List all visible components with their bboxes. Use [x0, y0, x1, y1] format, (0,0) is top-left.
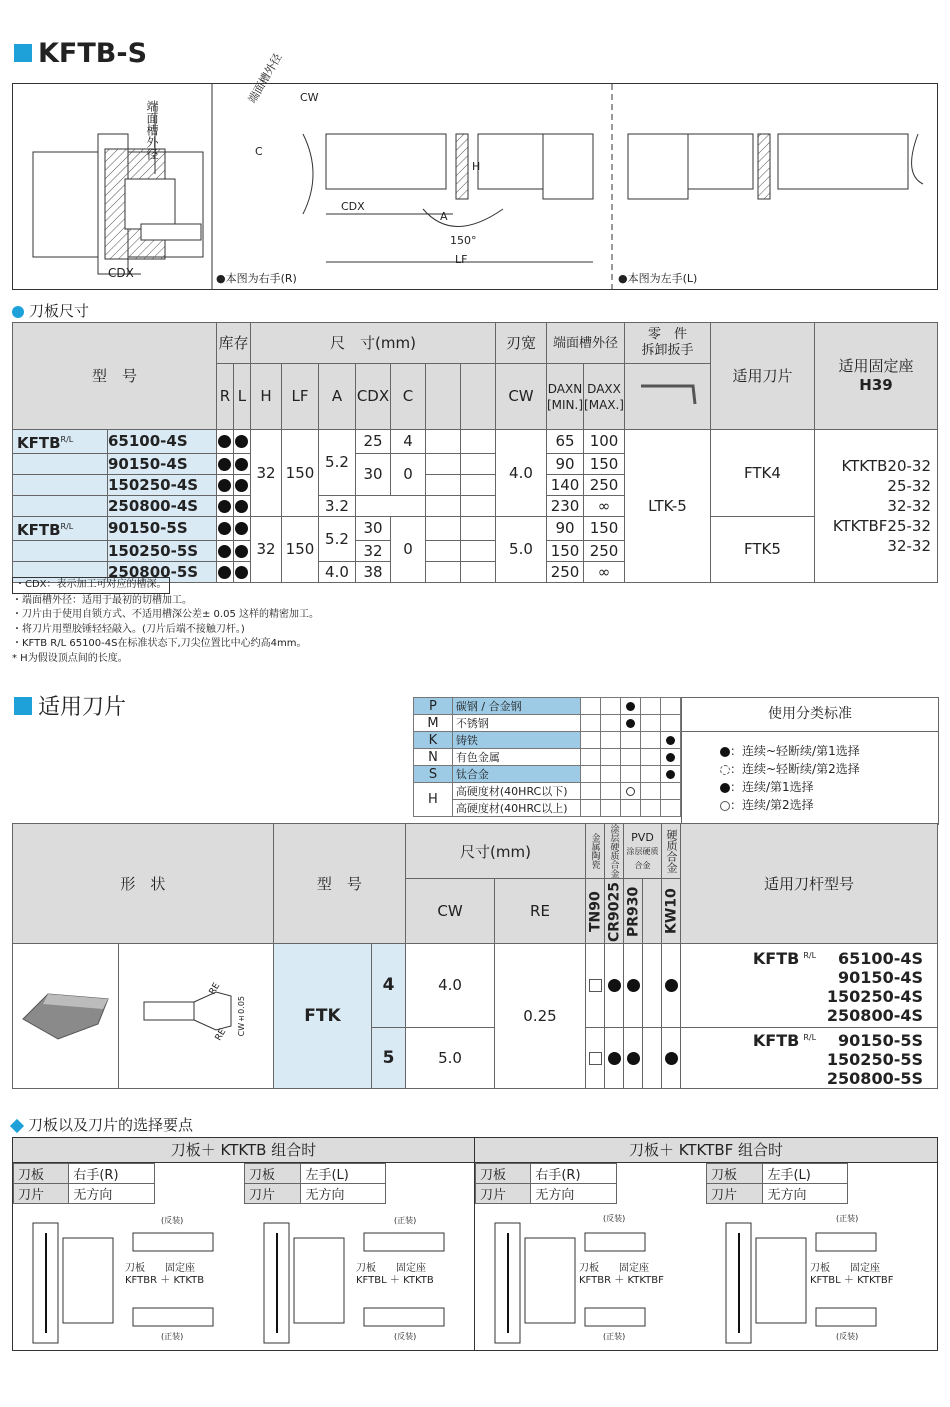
col-parts: 零 件 拆卸扳手 [625, 323, 711, 364]
col-size: 尺 寸(mm) [250, 323, 495, 364]
col-width: 刃宽 [495, 323, 546, 364]
diag-left-cdx: CDX [108, 266, 134, 280]
page-title: KFTB-S [38, 38, 148, 69]
insert-drawing: RE RE CW±0.05 [119, 944, 274, 1089]
diag-cdx: CDX [341, 200, 365, 213]
table-row: 250800-5S 4.0 38 250 ∞ [13, 562, 938, 583]
material-row: M 不锈钢 [414, 715, 681, 732]
circle-icon [720, 801, 730, 811]
col-stock: 库存 [216, 323, 250, 364]
material-row: N 有色金属 [414, 749, 681, 766]
diag-left-dia: 端面槽外径 [145, 100, 159, 160]
notes: ・CDX：表示加工可对应的槽深。 ・端面槽外径：适用于最初的切槽加工。 ・刀片由于使用自锁方式、不适用槽深公差± 0.05 这样的精密加工。 ・将刀片用塑胶锤轻轻敲入。(刀片后端不接触刀杆。) ・KFTB R/L 65100-4S在标准状态下,刀尖位置比中心约高4mm。 * H为假设顶点间的长度。 [12, 579, 320, 664]
materials-table [413, 697, 681, 817]
checkbox-icon [589, 979, 602, 992]
wrench-icon [633, 374, 703, 414]
inserts-table: 形 状 型 号 尺寸(mm) 金属陶瓷 涂层硬质合金 PVD 涂层硬质合金 硬质合金 适用刀杆型号 CW RE TN90 CR9025 PR930 KW10 RE RE CW±0.05 FTK 4 4.0 0.25 KFTB $^{R/L}$ 65100-4S 90150-4S 150250-4S 250800-4S 5 5.0 KFTB $^{R/L}$ 90150-5S 150250-5S 250800-5S [12, 823, 938, 1089]
section-marker [14, 697, 32, 715]
diag-deg: 150° [450, 234, 477, 247]
diag-mid-dia: 端面槽外径 [245, 51, 285, 106]
table-row: 150250-4S 140 250 [13, 475, 938, 496]
blade-size-table [12, 322, 938, 583]
table-row: 90150-4S 30 0 90 150 [13, 454, 938, 475]
diag-cw: CW [300, 91, 319, 104]
combo-title-2: 刀板＋ KTKTBF 组合时 [475, 1138, 937, 1163]
diag-note-r: ●本图为右手(R) [216, 272, 297, 285]
diag-h: H [472, 160, 481, 173]
col-model: 型 号 [13, 323, 217, 430]
diag-c: C [255, 145, 263, 158]
material-row: H 高硬度材(40HRC以下) [414, 783, 681, 800]
col-insert: 适用刀片 [711, 323, 815, 430]
table-row: 150250-5S 32 150 250 [13, 541, 938, 562]
section-selection: 刀板以及刀片的选择要点 [12, 1114, 193, 1135]
stock-dot [218, 435, 231, 448]
bullet-icon [12, 306, 24, 318]
col-groove: 端面槽外径 [546, 323, 624, 364]
dot-outline-icon [720, 765, 730, 775]
diag-note-l: ●本图为左手(L) [618, 272, 698, 285]
material-row: K 铸铁 [414, 732, 681, 749]
section-blade-size: 刀板尺寸 [12, 300, 89, 321]
title-marker [14, 44, 32, 62]
material-row: 高硬度材(40HRC以上) [414, 800, 681, 817]
legend-box: 使用分类标准 ：连续~轻断续/第1选择 ：连续~轻断续/第2选择 ：连续/第1选择 ：连续/第2选择 [681, 697, 939, 825]
combo-title-1: 刀板＋ KTKTB 组合时 [13, 1138, 474, 1163]
dot-icon [720, 783, 730, 793]
material-row: P 碳钢 / 合金钢 [414, 698, 681, 715]
dot-icon [720, 747, 730, 757]
table-row: $KFTB^{R/L}$ 90150-5S 32 150 5.2 30 0 5.0 90 150 FTK5 [13, 517, 938, 541]
insert-photo [13, 944, 119, 1089]
combo-box [12, 1137, 938, 1351]
combo-panel-3: 刀板 右手(R) 刀片 无方向 (反装) 刀板 固定座 KFTBR ＋ KTKTBF (正装) [475, 1163, 705, 1349]
material-row: S 钛合金 [414, 766, 681, 783]
table-row: $KFTB^{R/L}$ 65100-4S 32 150 5.2 25 4 4.0 65 100 LTK-5 FTK4 KTKTB20-32 25-32 32-32 KTKTBF25-32 32-32 [13, 430, 938, 454]
header-row-2: R L H LF A CDX C CW DAXN [MIN.] DAXX [MAX.] [13, 364, 938, 430]
bullet-icon [10, 1118, 24, 1132]
combo-panel-4: 刀板 左手(L) 刀片 无方向 (正装) 刀板 固定座 KFTBL ＋ KTKTBF (反装) [706, 1163, 936, 1349]
combo-panel-2: 刀板 左手(L) 刀片 无方向 (正装) 刀板 固定座 KFTBL ＋ KTKTB (反装) [244, 1163, 474, 1349]
table-row: 250800-4S 3.2 230 ∞ [13, 496, 938, 517]
diag-lf: LF [455, 253, 468, 266]
combo-panel-1: 刀板 右手(R) 刀片 无方向 (反装) 刀板 固定座 KFTBR ＋ KTKTB (正装) [13, 1163, 243, 1349]
insert-image [18, 984, 113, 1044]
header-row [13, 323, 938, 364]
section-inserts: 适用刀片 [38, 695, 127, 720]
diag-a: A [440, 210, 448, 223]
col-seat: 适用固定座 H39 [815, 323, 938, 430]
